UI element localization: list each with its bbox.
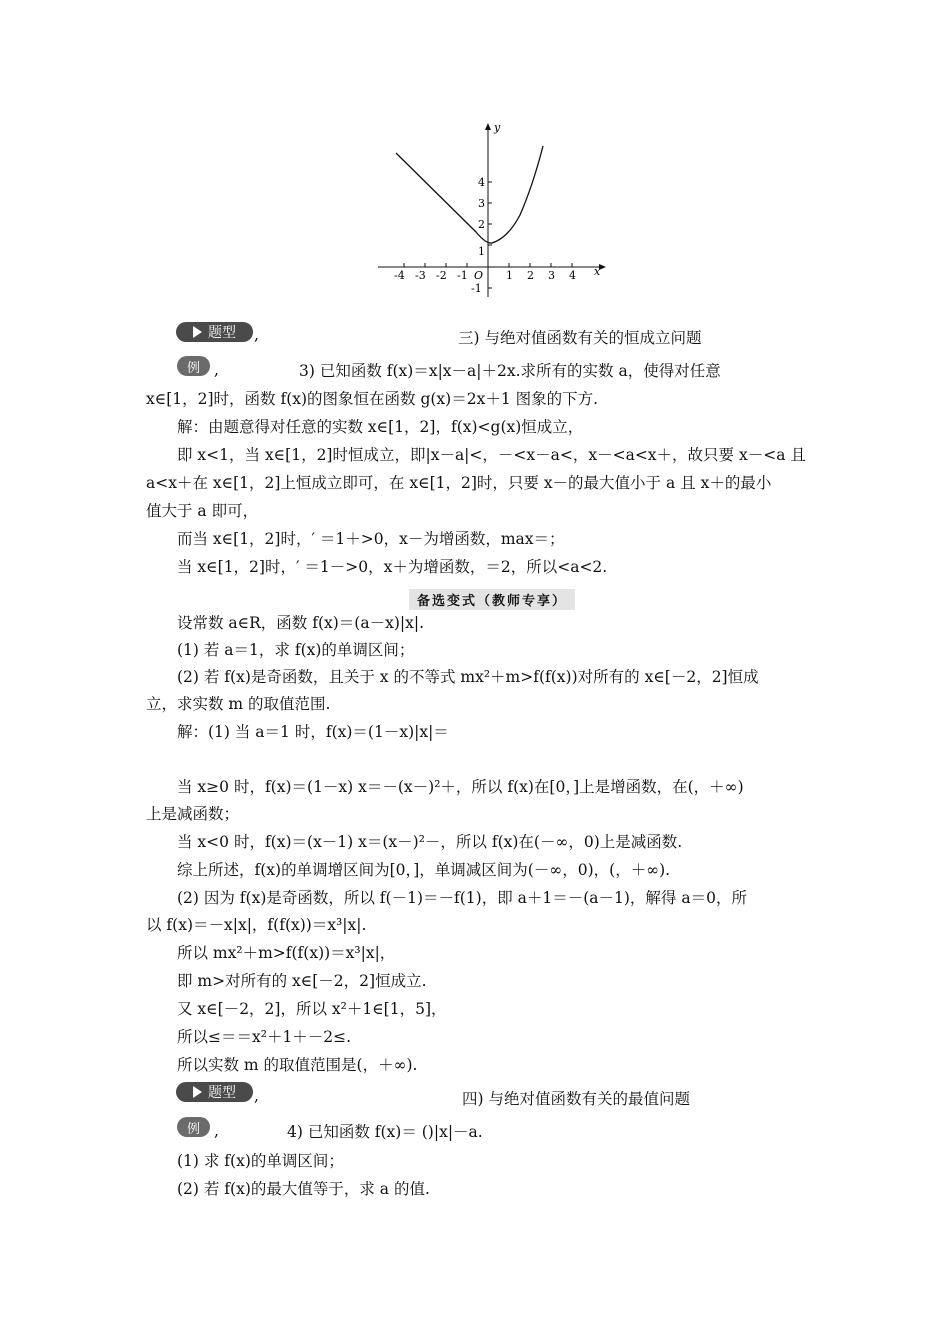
x-tick-label: -3 (415, 269, 426, 282)
section-title: 四) 与绝对值函数有关的最值问题 (462, 1090, 690, 1108)
teacher-variant-banner: 备选变式（教师专享） (409, 589, 575, 610)
text-line: 而当 x∈[1，2]时，′ ＝1＋>0，x－为增函数，max＝； (177, 530, 565, 548)
x-axis-label: x (594, 265, 601, 278)
text-line: 综上所述，f(x)的单调增区间为[0，]，单调减区间为(－∞，0)，(，＋∞). (177, 861, 671, 879)
y-axis-label: y (494, 121, 501, 134)
x-tick-label: -4 (394, 269, 405, 282)
example-badge: 例 (177, 1117, 210, 1137)
text-line: 当 x<0 时，f(x)＝(x－1) x＝(x－)²－，所以 f(x)在(－∞，0)上是减函数. (177, 833, 683, 851)
x-tick-label: -2 (436, 269, 447, 282)
x-tick-label: -1 (457, 269, 468, 282)
y-tick-label: 2 (478, 218, 485, 231)
text-line: 解：(1) 当 a＝1 时，f(x)＝(1－x)|x|＝ (177, 723, 449, 741)
text-line: 当 x∈[1，2]时，′ ＝1－>0，x＋为增函数，＝2，所以<a<2. (177, 558, 608, 576)
comma: , (214, 361, 219, 379)
text-line: 4) 已知函数 f(x)＝ ()|x|－a. (287, 1123, 483, 1141)
text-line: 又 x∈[－2，2]，所以 x²＋1∈[1，5]， (177, 1000, 447, 1018)
text-line: 设常数 a∈R，函数 f(x)＝(a－x)|x|. (177, 614, 425, 632)
comma: , (214, 1122, 219, 1140)
text-line: a<x＋在 x∈[1，2]上恒成立即可，在 x∈[1，2]时，只要 x－的最大值小于 a 且 x＋的最小 (146, 474, 772, 492)
question-type-badge (176, 322, 253, 342)
text-line: 以 f(x)＝－x|x|，f(f(x))＝x³|x|. (146, 916, 367, 934)
text-line: x∈[1，2]时，函数 f(x)的图象恒在函数 g(x)＝2x＋1 图象的下方. (146, 390, 599, 408)
badge-label: 题型 (208, 1085, 236, 1101)
play-icon (193, 1086, 202, 1098)
text-line: (2) 若 f(x)的最大值等于，求 a 的值. (177, 1180, 430, 1198)
text-line: (1) 若 a＝1，求 f(x)的单调区间； (177, 641, 415, 659)
section-title: 三) 与绝对值函数有关的恒成立问题 (458, 329, 702, 347)
origin-label: O (474, 269, 484, 282)
comma: , (254, 1087, 259, 1105)
text-line: 当 x≥0 时，f(x)＝(1－x) x＝－(x－)²＋，所以 f(x)在[0，]上是增函数，在(，＋∞) (177, 778, 744, 796)
x-tick-label: 3 (548, 269, 555, 282)
x-tick-label: 2 (527, 269, 534, 282)
y-ticks (488, 182, 492, 288)
text-line: 即 m>对所有的 x∈[－2，2]恒成立. (177, 972, 427, 990)
example-badge: 例 (177, 356, 210, 376)
x-tick-label: 4 (569, 269, 576, 282)
y-tick-label: 1 (478, 245, 485, 258)
question-type-badge (176, 1082, 253, 1102)
text-line: (1) 求 f(x)的单调区间； (177, 1152, 344, 1170)
text-line: 解：由题意得对任意的实数 x∈[1，2]，f(x)<g(x)恒成立， (177, 418, 584, 436)
text-line: 所以实数 m 的取值范围是(，＋∞). (177, 1056, 418, 1074)
function-graph (0, 0, 950, 300)
text-line: (2) 若 f(x)是奇函数，且关于 x 的不等式 mx²＋m>f(f(x))对所有的 x∈[－2，2]恒成 (177, 668, 759, 686)
text-line: 即 x<1，当 x∈[1，2]时恒成立，即|x－a|<，－<x－a<，x－<a<x＋，故只要 x－<a 且 (177, 446, 806, 464)
text-line: (2) 因为 f(x)是奇函数，所以 f(－1)＝－f(1)，即 a＋1＝－(a－1)，解得 a＝0，所 (177, 889, 747, 907)
play-icon (193, 326, 202, 338)
text-line: 值大于 a 即可， (146, 502, 259, 520)
y-tick-label: 3 (478, 197, 485, 210)
badge-label: 题型 (208, 325, 236, 341)
comma: , (254, 326, 259, 344)
text-line: 所以≤＝＝x²＋1＋－2≤. (177, 1028, 352, 1046)
text-line: 上是减函数； (146, 805, 240, 823)
text-line: 所以 mx²＋m>f(f(x))＝x³|x|， (177, 944, 396, 962)
y-tick-label: 4 (478, 176, 485, 189)
function-curve (396, 146, 543, 243)
text-line: 3) 已知函数 f(x)＝x|x－a|＋2x.求所有的实数 a，使得对任意 (299, 362, 721, 380)
y-tick-label: -1 (471, 282, 482, 295)
x-tick-label: 1 (506, 269, 513, 282)
text-line: 立，求实数 m 的取值范围. (146, 695, 331, 713)
